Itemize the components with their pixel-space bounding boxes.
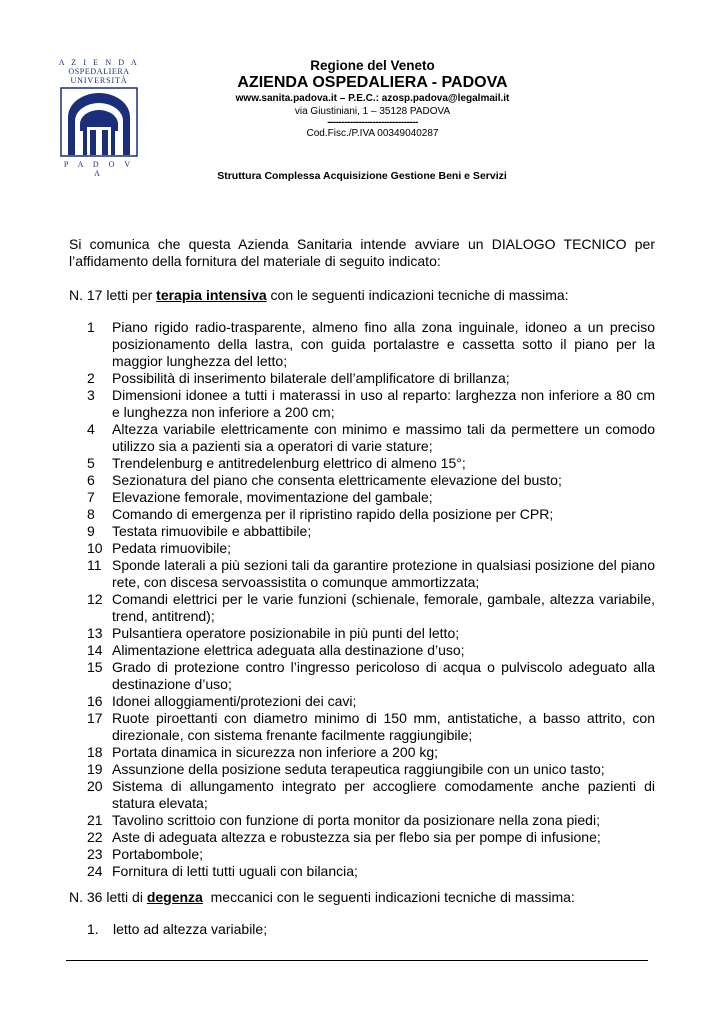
list-item	[87, 455, 655, 472]
logo-top-text	[57, 58, 141, 85]
list-item-number: 6	[87, 472, 95, 488]
list-item	[87, 693, 655, 710]
list-item-text: Ruote piroettanti con diametro minimo di 150 mm, antistatiche, a basso attrito, con direzionale, con sistema frenante facilmente raggiungibile;	[112, 710, 655, 743]
list-item-number: 7	[87, 489, 95, 505]
logo-bottom-text: P A D O V A	[63, 160, 135, 178]
list-item	[87, 761, 655, 778]
letterhead	[175, 58, 570, 140]
list-item-number: 19	[87, 761, 103, 777]
requirements-list-degenza	[87, 921, 655, 938]
list-item-text: Dimensioni idonee a tutti i materassi in uso al reparto: larghezza non inferiore a 80 cm e lunghezza non inferiore a 200 cm;	[112, 387, 655, 420]
list-item-text: Grado di protezione contro l’ingresso pericoloso di acqua o pulviscolo adeguato alla destinazione d’uso;	[112, 659, 655, 692]
section-heading-degenza	[69, 889, 655, 906]
list-item-text: Comando di emergenza per il ripristino rapido della posizione per CPR;	[112, 506, 554, 522]
fiscal-code: Cod.Fisc./P.IVA 00349040287	[306, 128, 439, 139]
list-item-number: 21	[87, 812, 103, 828]
building-arch-icon	[60, 87, 138, 157]
list-item-number: 11	[87, 557, 102, 573]
list-item-number: 16	[87, 693, 103, 709]
list-item-text: Piano rigido radio-trasparente, almeno fino alla zona inguinale, idoneo a un preciso posizionamento della lastra, con guida portalastre e cassetta sotto il piano per la maggior lunghezza del letto;	[112, 319, 655, 369]
section-prefix: N. 17 letti per	[69, 287, 157, 303]
list-item-number: 10	[87, 540, 103, 556]
list-item	[87, 489, 655, 506]
list-item-number: 17	[87, 710, 103, 726]
list-item-text: Fornitura di letti tutti uguali con bilancia;	[112, 863, 358, 879]
list-item-number: 9	[87, 523, 95, 539]
list-item	[87, 625, 655, 642]
list-item	[87, 812, 655, 829]
list-item-number: 24	[87, 863, 103, 879]
list-item-number: 1.	[87, 921, 99, 937]
region-name: Regione del Veneto	[310, 58, 435, 73]
list-item	[87, 710, 655, 744]
separator-dashes: --------------------------------	[327, 117, 418, 128]
list-item-text: Sponde laterali a più sezioni tali da garantire protezione in qualsiasi posizione del piano rete, con discesa servoassistita o comunque ammortizzata;	[112, 557, 655, 590]
list-item-number: 22	[87, 829, 103, 845]
list-item-text: Assunzione della posizione seduta terapeutica raggiungibile con un unico tasto;	[112, 761, 605, 777]
section-suffix: con le seguenti indicazioni tecniche di massima:	[266, 287, 569, 303]
list-item	[87, 540, 655, 557]
logo-line-ospedaliera: OSPEDALIERA	[68, 67, 130, 76]
list-item	[87, 523, 655, 540]
list-item	[87, 642, 655, 659]
list-item-text: Aste di adeguata altezza e robustezza sia per flebo sia per pompe di infusione;	[112, 829, 601, 845]
institution-name: AZIENDA OSPEDALIERA - PADOVA	[237, 74, 508, 91]
section-suffix: meccanici con le seguenti indicazioni tecniche di massima:	[202, 889, 575, 905]
list-item	[87, 659, 655, 693]
contact-web-pec: www.sanita.padova.it – P.E.C.: azosp.padova@legalmail.it	[235, 93, 510, 104]
list-item	[87, 921, 655, 938]
logo-line-azienda: A Z I E N D A	[58, 58, 140, 67]
list-item-number: 2	[87, 370, 95, 386]
list-item-number: 3	[87, 387, 95, 403]
list-item-text: Portata dinamica in sicurezza non inferiore a 200 kg;	[112, 744, 439, 760]
section-emphasis: terapia intensiva	[156, 287, 267, 303]
list-item	[87, 421, 655, 455]
list-item-number: 23	[87, 846, 103, 862]
list-item-text: Sistema di allungamento integrato per accogliere comodamente anche pazienti di statura elevata;	[112, 778, 655, 811]
list-item-number: 5	[87, 455, 95, 471]
list-item-text: Testata rimuovibile e abbattibile;	[112, 523, 312, 539]
list-item-text: Alimentazione elettrica adeguata alla destinazione d’uso;	[112, 642, 465, 658]
list-item-number: 18	[87, 744, 103, 760]
list-item-text: Possibilità di inserimento bilaterale dell’amplificatore di brillanza;	[112, 370, 510, 386]
list-item	[87, 744, 655, 761]
list-item-text: Pedata rimuovibile;	[112, 540, 232, 556]
address: via Giustiniani, 1 – 35128 PADOVA	[294, 106, 451, 117]
list-item	[87, 846, 655, 863]
list-item-text: Trendelenburg e antitredelenburg elettrico di almeno 15°;	[112, 455, 466, 471]
list-item	[87, 370, 655, 387]
list-item-text: Pulsantiera operatore posizionabile in più punti del letto;	[112, 625, 460, 641]
footer-rule	[66, 960, 648, 961]
list-item	[87, 319, 655, 370]
list-item-number: 8	[87, 506, 95, 522]
list-item	[87, 472, 655, 489]
list-item-number: 12	[87, 591, 103, 607]
list-item-text: Elevazione femorale, movimentazione del gambale;	[112, 489, 433, 505]
list-item	[87, 863, 655, 880]
list-item	[87, 387, 655, 421]
list-item-text: Tavolino scrittoio con funzione di porta monitor da posizionare nella zona piedi;	[112, 812, 600, 828]
list-item-number: 15	[87, 659, 103, 675]
list-item-number: 13	[87, 625, 103, 641]
intro-paragraph: Si comunica che questa Azienda Sanitaria intende avviare un DIALOGO TECNICO per l’affidamento della fornitura del materiale di seguito indicato:	[69, 236, 655, 269]
list-item	[87, 778, 655, 812]
section-prefix: N. 36 letti di	[69, 889, 147, 905]
list-item	[87, 557, 655, 591]
list-item-text: Portabombole;	[112, 846, 204, 862]
list-item	[87, 591, 655, 625]
list-item-text: letto ad altezza variabile;	[113, 921, 268, 937]
list-item-text: Sezionatura del piano che consenta elettricamente elevazione del busto;	[112, 472, 562, 488]
list-item-number: 4	[87, 421, 95, 437]
list-item-text: Altezza variabile elettricamente con minimo e massimo tali da permettere un comodo utilizzo sia a pazienti sia a operatori di varie stature;	[112, 421, 655, 454]
list-item-number: 20	[87, 778, 103, 794]
requirements-list	[87, 319, 655, 880]
list-item-text: Idonei alloggiamenti/protezioni dei cavi;	[112, 693, 357, 709]
logo-line-universita: UNIVERSITÀ	[70, 76, 128, 85]
section-emphasis: degenza	[146, 889, 203, 905]
list-item	[87, 829, 655, 846]
list-item-number: 14	[87, 642, 103, 658]
hospital-logo	[57, 58, 141, 178]
list-item-number: 1	[87, 319, 95, 335]
department-title: Struttura Complessa Acquisizione Gestione Beni e Servizi	[217, 170, 507, 182]
list-item	[87, 506, 655, 523]
list-item-text: Comandi elettrici per le varie funzioni (schienale, femorale, gambale, altezza variabile, trend, antitrend);	[112, 591, 655, 624]
section-heading-intensive	[69, 287, 655, 304]
